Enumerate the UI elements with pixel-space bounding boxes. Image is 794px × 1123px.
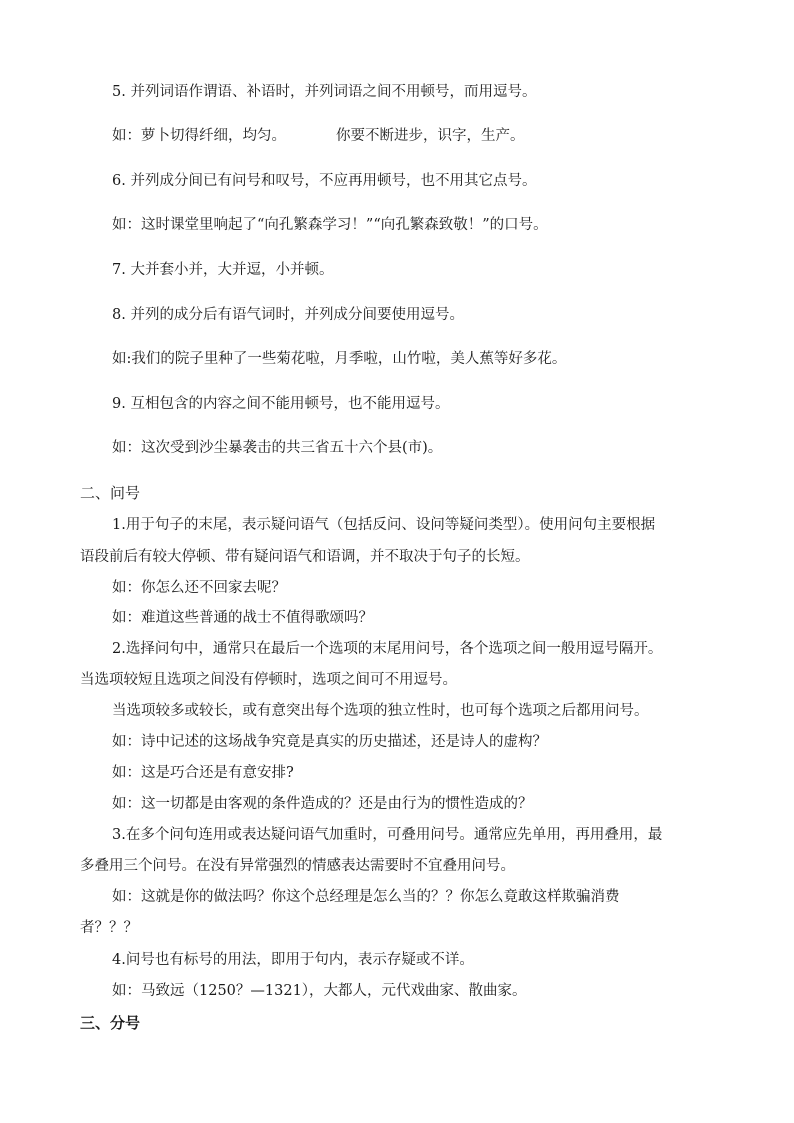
rule-5: 5. 并列词语作谓语、补语时，并列词语之间不用顿号，而用逗号。 bbox=[112, 84, 537, 100]
qm-rule-3-line-1: 3.在多个问句连用或表达疑问语气加重时，可叠用问号。通常应先单用，再用叠用，最 bbox=[112, 827, 663, 843]
qm-rule-2-example-1: 如：诗中记述的这场战争究竟是真实的历史描述，还是诗人的虚构？ bbox=[112, 734, 547, 750]
qm-rule-1-example-1: 如：你怎么还不回家去呢？ bbox=[112, 580, 286, 596]
qm-rule-4-line-1: 4.问号也有标号的用法，即用于句内，表示存疑或不详。 bbox=[112, 952, 474, 968]
qm-rule-2-line-2: 当选项较短且选项之间没有停顿时，选项之间可不用逗号。 bbox=[80, 672, 457, 688]
rule-5-example-a: 如：萝卜切得纤细，均匀。 bbox=[112, 128, 286, 144]
qm-rule-1-example-2: 如：难道这些普通的战士不值得歌颂吗？ bbox=[112, 610, 373, 626]
qm-rule-3-line-2: 多叠用三个问号。在没有异常强烈的情感表达需要时不宜叠用问号。 bbox=[80, 858, 515, 874]
rule-8-example: 如:我们的院子里种了一些菊花啦，月季啦，山竹啦，美人蕉等好多花。 bbox=[112, 351, 567, 367]
qm-rule-3-example-line-2: 者？？？ bbox=[80, 920, 138, 936]
rule-6: 6. 并列成分间已有问号和叹号，不应再用顿号，也不用其它点号。 bbox=[112, 173, 537, 189]
qm-rule-2-example-2: 如：这是巧合还是有意安排? bbox=[112, 765, 294, 781]
rule-9: 9. 互相包含的内容之间不能用顿号，也不能用逗号。 bbox=[112, 396, 450, 412]
rule-8: 8. 并列的成分后有语气词时，并列成分间要使用逗号。 bbox=[112, 307, 464, 323]
rule-9-example: 如：这次受到沙尘暴袭击的共三省五十六个县(市)。 bbox=[112, 440, 443, 456]
qm-rule-2-line-1: 2.选择问句中，通常只在最后一个选项的末尾用问号，各个选项之间一般用逗号隔开。 bbox=[112, 641, 663, 657]
qm-rule-2-example-3: 如：这一切都是由客观的条件造成的？还是由行为的惯性造成的？ bbox=[112, 796, 533, 812]
qm-rule-1-line-2: 语段前后有较大停顿、带有疑问语气和语调，并不取决于句子的长短。 bbox=[80, 549, 530, 565]
rule-6-example: 如：这时课堂里响起了“向孔繁森学习！”“向孔繁森致敬！”的口号。 bbox=[112, 217, 548, 233]
rule-5-example-b: 你要不断进步，识字，生产。 bbox=[336, 128, 525, 144]
qm-rule-1-line-1: 1.用于句子的末尾，表示疑问语气（包括反问、设问等疑问类型）。使用问句主要根据 bbox=[112, 517, 656, 533]
qm-rule-4-example: 如：马致远（1250？—1321），大都人，元代戏曲家、散曲家。 bbox=[112, 983, 527, 999]
section-heading-semicolon: 三、分号 bbox=[80, 1014, 141, 1032]
qm-rule-2-line-3: 当选项较多或较长，或有意突出每个选项的独立性时，也可每个选项之后都用问号。 bbox=[112, 703, 649, 719]
qm-rule-3-example-line-1: 如：这就是你的做法吗？你这个总经理是怎么当的？？你怎么竟敢这样欺骗消费 bbox=[112, 889, 620, 905]
rule-7: 7. 大并套小并，大并逗，小并顿。 bbox=[112, 262, 334, 278]
section-heading-question-mark: 二、问号 bbox=[80, 484, 141, 502]
